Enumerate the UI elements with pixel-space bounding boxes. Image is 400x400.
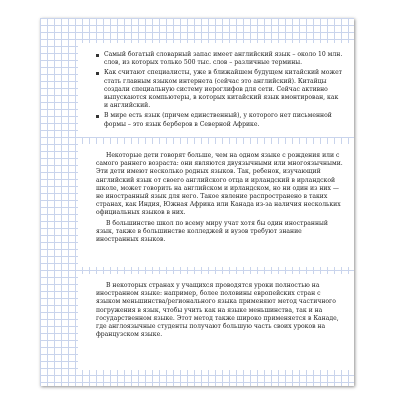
facts-block	[78, 43, 354, 137]
list-item	[96, 51, 344, 67]
list-item	[96, 69, 344, 110]
immersion-block	[78, 274, 354, 370]
bullet-square-icon	[96, 72, 99, 75]
facts-list	[96, 51, 344, 129]
multilingual-block	[78, 144, 354, 267]
paragraph: В некоторых странах у учащихся проводятся уроки полностью на иностранном языке: например, более половины европейских стран с языком меньшинства/регионального языка применяют метод частичного погружения в язык, чтобы учить как на языке меньшинства, так и на государственном языке. Этот метод также широко применяется в Канаде, где англоязычные студенты получают большую часть своих уроков на французском языке.	[96, 282, 339, 339]
book-page	[40, 18, 354, 386]
list-item-text: Как считают специалисты, уже в ближайшем будущем китайский может стать главным языком интернета (сейчас это английский). Китайцы создали специальную систему иероглифов для сети. Сейчас активно выпускаются компьютеры, в которых китайский язык вмонтирован, как и английский.	[104, 69, 343, 110]
list-item-text: В мире есть язык (причем единственный), у которого нет письменной формы – это язык берберов в Северной Африке.	[104, 112, 332, 128]
paragraph: Некоторые дети говорят больше, чем на одном языке с рождения или с самого раннего возраста: они являются двуязычными или многоязычными. Эти дети имеют несколько родных языков. Так, ребенок, изучающий английский язык от своего английского отца и ирландский в ирландской школе, может говорить на английском и ирландском, но ни один из них — не иностранный язык для него. Такое явление распространено в таких странах, как Индия, Южная Африка или Канада из-за наличия нескольких официальных языков в них.	[96, 152, 343, 217]
list-item	[96, 112, 344, 128]
list-item-text: Самый богатый словарный запас имеет английский язык – около 10 млн. слов, из которых только 500 тыс. слов – различные термины.	[104, 51, 343, 67]
paragraph: В большинстве школ по всему миру учат хотя бы один иностранный язык, также в большинстве колледжей и вузов требуют знание иностранных языков.	[96, 219, 328, 244]
bullet-square-icon	[96, 115, 99, 118]
bullet-square-icon	[96, 54, 99, 57]
